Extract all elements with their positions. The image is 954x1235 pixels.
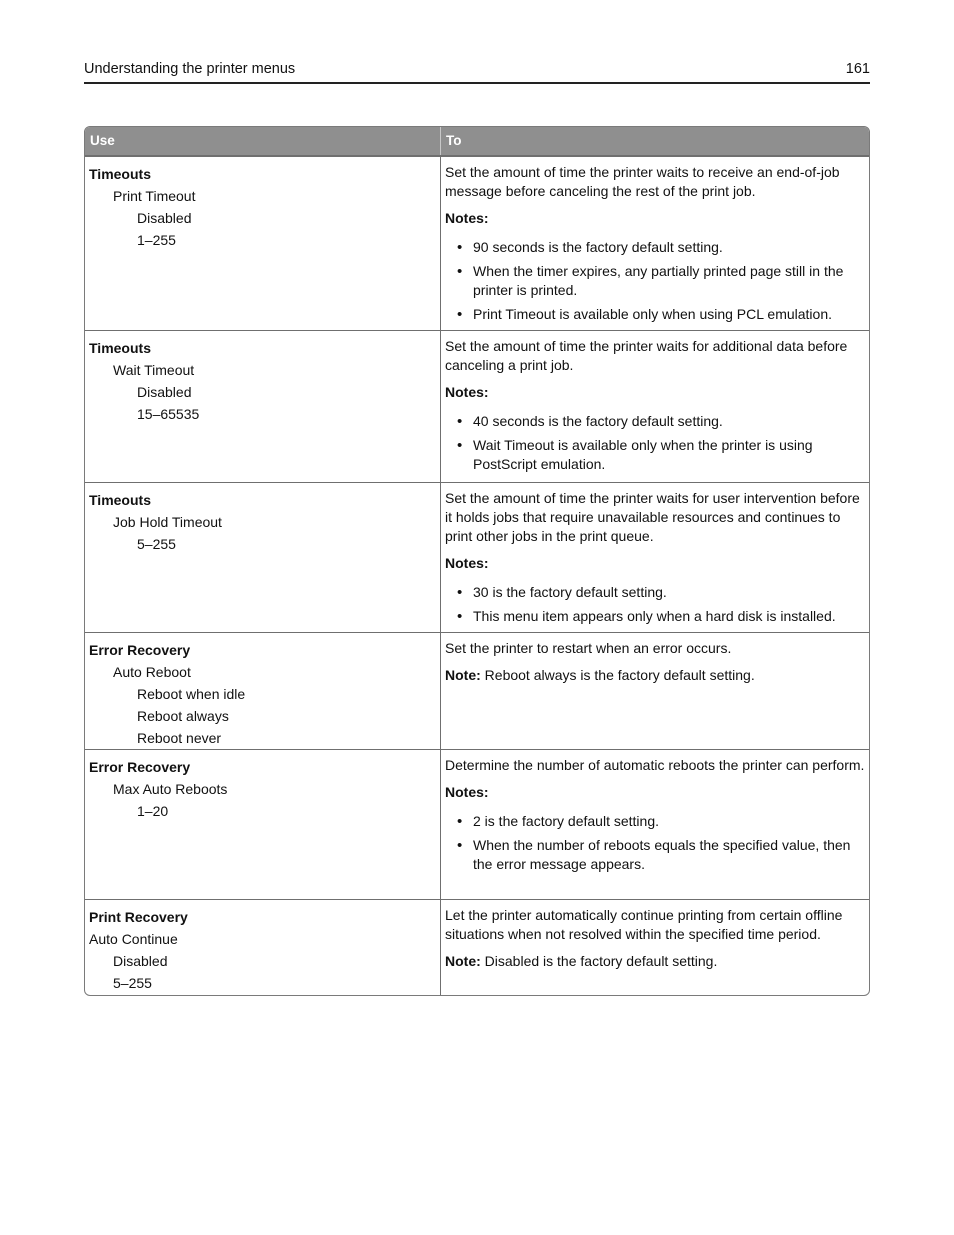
menu-item: Max Auto Reboots [113, 781, 228, 797]
menu-option: Reboot always [137, 708, 229, 724]
note-line [445, 952, 865, 971]
menu-name: Timeouts [89, 340, 151, 356]
use-cell [85, 483, 441, 632]
note-label: Note: [445, 667, 481, 683]
menu-option: 15–65535 [137, 406, 200, 422]
table-row [85, 899, 869, 995]
notes-label: Notes: [445, 210, 489, 226]
column-header-to: To [446, 133, 462, 148]
menu-option: Reboot never [137, 730, 222, 746]
menu-option: Disabled [137, 210, 192, 226]
menu-item: Auto Continue [89, 931, 178, 947]
menu-option: Reboot when idle [137, 686, 246, 702]
description: Set the amount of time the printer waits for additional data before canceling a print job. [445, 338, 848, 373]
note-text: Reboot always is the factory default setting. [480, 667, 755, 683]
note-item: • 40 seconds is the factory default setting. [445, 412, 865, 431]
use-cell [85, 750, 441, 899]
section-title: Understanding the printer menus [84, 61, 296, 77]
table-row [85, 330, 869, 482]
note-item: • Print Timeout is available only when using PCL emulation. [445, 305, 865, 324]
note-line [445, 666, 865, 685]
menu-name: Timeouts [89, 166, 151, 182]
menu-option: Disabled [137, 384, 192, 400]
note-label: Note: [445, 953, 481, 969]
description: Set the printer to restart when an error occurs. [445, 640, 732, 656]
menu-item: Print Timeout [113, 188, 196, 204]
page-number: 161 [845, 61, 870, 77]
menu-item: Auto Reboot [113, 664, 191, 680]
to-cell [441, 157, 869, 330]
note-item: • 90 seconds is the factory default setting. [445, 238, 865, 257]
note-item: • 30 is the factory default setting. [445, 583, 865, 602]
notes-label: Notes: [445, 384, 489, 400]
menu-option: 5–255 [113, 975, 152, 991]
description: Set the amount of time the printer waits to receive an end-of-job message before canceling the rest of the print job. [445, 164, 840, 199]
menu-option: 5–255 [137, 536, 176, 552]
notes-list [445, 238, 865, 324]
menu-name: Error Recovery [89, 759, 191, 775]
page-header [84, 60, 870, 84]
menu-name: Timeouts [89, 492, 151, 508]
menu-name: Error Recovery [89, 642, 191, 658]
notes-label: Notes: [445, 784, 489, 800]
menu-item: Job Hold Timeout [113, 514, 222, 530]
note-item: • This menu item appears only when a hard disk is installed. [445, 607, 865, 626]
to-cell [441, 633, 869, 749]
to-cell [441, 900, 869, 995]
note-item: • When the timer expires, any partially printed page still in the printer is printed. [445, 262, 865, 300]
column-header-use: Use [85, 127, 441, 155]
use-cell [85, 331, 441, 482]
note-item: • When the number of reboots equals the specified value, then the error message appears. [445, 836, 865, 874]
description: Let the printer automatically continue printing from certain offline situations when not resolved within the specified time period. [445, 907, 843, 942]
menu-table [84, 126, 870, 996]
note-item: • Wait Timeout is available only when the printer is using PostScript emulation. [445, 436, 865, 474]
to-cell [441, 331, 869, 482]
menu-option: Disabled [113, 953, 168, 969]
description: Determine the number of automatic reboots the printer can perform. [445, 757, 865, 773]
table-row [85, 632, 869, 749]
note-text: Disabled is the factory default setting. [480, 953, 718, 969]
description: Set the amount of time the printer waits for user intervention before it holds jobs that require unavailable resources and continues to print other jobs in the print queue. [445, 490, 860, 544]
table-header [85, 127, 869, 156]
note-item: • 2 is the factory default setting. [445, 812, 865, 831]
use-cell [85, 900, 441, 995]
menu-name: Print Recovery [89, 909, 188, 925]
menu-option: 1–20 [137, 803, 169, 819]
table-row [85, 482, 869, 632]
notes-list [445, 412, 865, 474]
notes-list [445, 812, 865, 874]
menu-option: 1–255 [137, 232, 176, 248]
to-cell [441, 483, 869, 632]
table-row [85, 156, 869, 330]
table-row [85, 749, 869, 899]
menu-item: Wait Timeout [113, 362, 195, 378]
use-cell [85, 157, 441, 330]
notes-list [445, 583, 865, 626]
to-cell [441, 750, 869, 899]
use-cell [85, 633, 441, 749]
notes-label: Notes: [445, 555, 489, 571]
